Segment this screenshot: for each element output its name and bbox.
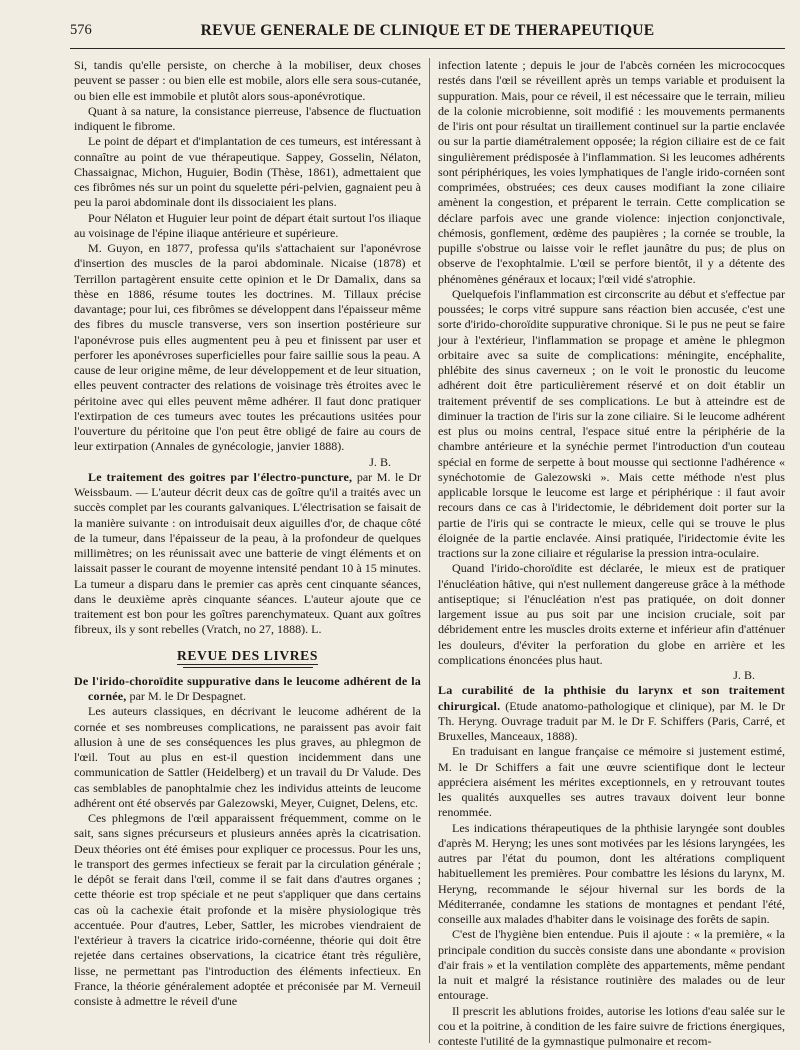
book-review-heading (74, 674, 421, 705)
signature: L. (311, 622, 322, 637)
paragraph: C'est de l'hygiène bien entendue. Puis il ajoute : « la première, « la principale condition du succès consiste dans une abondante « provision d'air frais » et la ventilation complète des appartements, même pendant la nuit et malgré la résistance routinière des malades ou de leur entourage. (438, 927, 785, 1003)
article-body: par M. le Dr Weissbaum. — L'auteur décrit deux cas de goître qu'il a traités avec un succès complet par les courants galvaniques. L'électrisation se faisait de la manière suivante : on introduisait deux aiguilles d'or, de chaque côté de la tumeur, dans l'épaisseur de la peau, à la profondeur de quelques millimètres; on les réunissait avec une batterie de vingt éléments et on laissait passer le courant de moyenne intensité pendant 10 à 15 minutes. La tumeur a disparu dans le premier cas après cent cinquante séances, dans le deuxième après cinquante séances. L'auteur ajoute que ce traitement est bon pour les goîtres parenchymateux. Quant aux goîtres fibreux, ils y sont rebelles (Vratch, no 27, 1888). (74, 469, 422, 637)
article-title: Le traitement des goitres par l'électro-puncture, (88, 469, 353, 484)
paragraph: Il prescrit les ablutions froides, autorise les lotions d'eau salée sur le cou et la poitrine, à condition de les faire suivre de frictions énergiques, conteste l'utilité de la gymnastique pulmonaire et recom- (438, 1003, 785, 1048)
paragraph: Quand l'irido-choroïdite est déclarée, le mieux est de pratiquer l'énucléation hâtive, qui n'est nullement dangereuse grâce à la méthode antiseptique; si l'énucléation n'est pas pratiquée, on doit donner largement issue au pus soit par une incision cruciale, soit par débridement entre les muscles droits externe et inférieur afin d'atténuer les douleurs, d'éviter la perforation du globe en arrière et les complications énoncées plus haut. (438, 561, 785, 667)
column-divider (429, 58, 430, 1043)
section-heading (74, 648, 421, 663)
running-header (70, 22, 785, 44)
header-rule (70, 48, 785, 49)
book-review-heading (438, 683, 785, 744)
left-column (74, 58, 421, 1009)
paragraph: Le point de départ et d'implantation de ces tumeurs, est intéressant à connaître au point de vue thérapeutique. Sappey, Gosselin, Nélaton, Chassaignac, Michon, Huguier, Bodin (Thèse, 1861), admettaient que ces fibrômes nés sur un point du squelette péri-pelvien, gagnaient peu à peu la paroi abdominale dont ils dissociaient les plans. (74, 134, 421, 210)
book-author: par M. le Dr Despagnet. (129, 689, 246, 703)
paragraph: M. Guyon, en 1877, professa qu'ils s'attachaient sur l'aponévrose d'insertion des muscles de la paroi abdominale. Nicaise (1878) et Terrillon partagèrent ensuite cette opinion et le Dr Damalix, dans sa thèse en 1886, résume toutes les doctrines. M. Tillaux précise davantage; pour lui, ces fibrômes se développent dans l'épaisseur même des fibres du muscle transverse, vers son insertion postérieure sur l'aponévrose puis elles augmentent peu à peu et finissent par user et perforer les aponévroses superficielles pour faire saillie sous la peau. A cause de leur origine même, de leur développement et de leur situation, elles peuvent contracter des relations de voisinage très étroites avec le péritoine avec qui elles peuvent même adhérer. Il faut donc pratiquer l'extirpation de ces tumeurs avec toutes les précautions usitées pour l'ouverture du péritoine que l'on peut être obligé de faire au cours de leur extirpation (Annales de gynécologie, janvier 1888). (74, 241, 421, 454)
paragraph: Pour Nélaton et Huguier leur point de départ était surtout l'os iliaque au voisinage de l'épine iliaque antérieure et supérieure. (74, 210, 421, 240)
book-title: De l'irido-choroïdite suppurative dans le leucome adhérent de la cornée, (74, 673, 421, 703)
paragraph: Si, tandis qu'elle persiste, on cherche à la mobiliser, deux choses peuvent se passer : ou bien elle est mobile, alors elle sera sous-cutanée, ou bien elle est immobile et plutôt alors sous-aponévrotique. (74, 58, 421, 103)
signature: J. B. (369, 454, 391, 469)
paragraph: Quant à sa nature, la consistance pierreuse, l'absence de fluctuation indiquent le fibrome. (74, 103, 421, 133)
right-column (438, 58, 785, 1049)
book-title: La curabilité de la phthisie du larynx et son traitement chirurgical. (438, 683, 785, 713)
running-title: REVUE GENERALE DE CLINIQUE ET DE THERAPEUTIQUE (200, 22, 655, 39)
paragraph: infection latente ; depuis le jour de l'abcès cornéen les micrococques restés dans l'œil se réveillent après un temps variable et produisent la suppuration. Mais, pour ce réveil, il est nécessaire que le terrain, milieu de la colonie microbienne, soit modifié : les mouvements permanents de l'iris ont pour résultat un tiraillement continuel sur la partie enclavée ou sur la partie diamétralement opposée; la région ciliaire est de ce fait singulièrement prédisposée à l'inflammation. Si les leucomes adhérents sont périphériques, les voies lymphatiques de l'angle irido-cornéen sont comprimées, obstruées; ces deux causes modifiant la zone ciliaire amènent la congestion, et préparent le terrain. Cette complication se déclare parfois avec une grande violence: injection conjonctivale, chémosis, gonflement, œdème des paupières ; la cornée se trouble, la pupille s'obstrue ou laisse voir le reflet jaunâtre du pus; de plus on observe de l'exophtalmie. L'œil se perfore bientôt, il y a détente des phénomènes généraux et locaux; l'œil vidé s'atrophie. (438, 58, 785, 286)
paragraph: Ces phlegmons de l'œil apparaissent fréquemment, comme on le sait, sans signes précurseurs et plusieurs années après la cicatrisation. Deux théories ont été émises pour expliquer ce processus. Pour les uns, le transport des germes infectieux se ferait par la circulation générale ; le dépôt se ferait dans l'œil, comme il se fait dans d'autres organes ; cette théorie est trop spéciale et ne peut s'appliquer que dans certains cas où la cachexie était profonde et la misère physiologique très accentuée. Pour d'autres, Leber, Sattler, les microbes viendraient de l'extérieur à travers la cicatrice irido-cornéenne, théorie qui doit être rejetée dans certaines observations, la cicatrice étant très régulière, lisse, ne permettant pas l'introduction des éléments infectieux. En France, la théorie généralement adoptée et préconisée par M. Verneuil consiste à admettre le réveil d'une (74, 811, 421, 1008)
signature: J. B. (733, 668, 755, 682)
section-rule (183, 667, 313, 668)
paragraph: Quelquefois l'inflammation est circonscrite au début et s'effectue par poussées; le corps vitré suppure sans réaction bien accusée, c'est une sorte d'irido-choroïdite suppurative chronique. Si le pus ne peut se faire jour à l'extérieur, l'inflammation se propage et amène le phlegmon orbitaire avec sa suite de complications: méningite, encéphalite, phlébite des sinus caverneux ; on le voit le pronostic du leucome adhérent doit être particulièrement réservé et on doit établir un traitement préventif de ses complications. Le but à atteindre est de diminuer la traction de l'iris sur la zone ciliaire. Si le leucome adhérent est plus ou moins central, l'espace situé entre la périphérie de la chambre antérieure et la synéchie permet l'introduction d'un couteau spécial en forme de serpette à bout mousse qui sectionne l'adhérence « synéchotomie de Galezowski ». Mais cette méthode n'est plus applicable lorsque le leucome est large et périphérique : il faut avoir recours dans ce cas à l'iridectomie, le débridement doit porter sur la partie de l'iris qui se contracte le mieux, celle qui se trouve le plus éloignée de la partie enclavée. Ainsi pratiquée, l'iridectomie évite les tractions sur la zone ciliaire et régularise la pression intra-oculaire. (438, 286, 785, 560)
paragraph: Les auteurs classiques, en décrivant le leucome adhérent de la cornée et ses nombreuses complications, ne paraissent pas avoir fait allusion à une de ses conséquences les plus graves, au phlegmon de l'œil. Tout au plus en est-il question incidemment dans une communication de Sattler (Heidelberg) et un travail du Dr Valude. Des cas semblables de panophtalmie chez les individus atteints de leucome adhérent ont été observés par Galezowski, Meyer, Cuignet, Delens, etc. (74, 704, 421, 810)
paragraph: Les indications thérapeutiques de la phthisie laryngée sont doubles d'après M. Heryng; les unes sont motivées par les lésions laryngées, les autres par l'état du poumon, dont les altérations compliquent habituellement les premières. Pour combattre les lésions du larynx, M. Heryng, recommande le séjour hivernal sur les bords de la Méditerranée, condamne les stations de montagnes et pendant l'été, conseille aux malades d'habiter dans le voisinage des forêts de sapin. (438, 820, 785, 926)
book-details: (Etude anatomo-pathologique et clinique), par M. le Dr Th. Heryng. Ouvrage traduit par M. le Dr F. Schiffers (Paris, Carré, et Bruxelles, Manceaux, 1888). (438, 698, 786, 743)
page-number: 576 (70, 22, 92, 38)
section-heading-text: REVUE DES LIVRES (176, 647, 319, 663)
paragraph: En traduisant en langue française ce mémoire si justement estimé, M. le Dr Schiffers a fait une œuvre scientifique dont le lecteur appréciera aisément les mérites exceptionnels, en y retrouvant toutes les qualités auxquelles ses autres travaux doivent leur bonne renommée. (438, 744, 785, 820)
article-goitre (74, 470, 421, 638)
